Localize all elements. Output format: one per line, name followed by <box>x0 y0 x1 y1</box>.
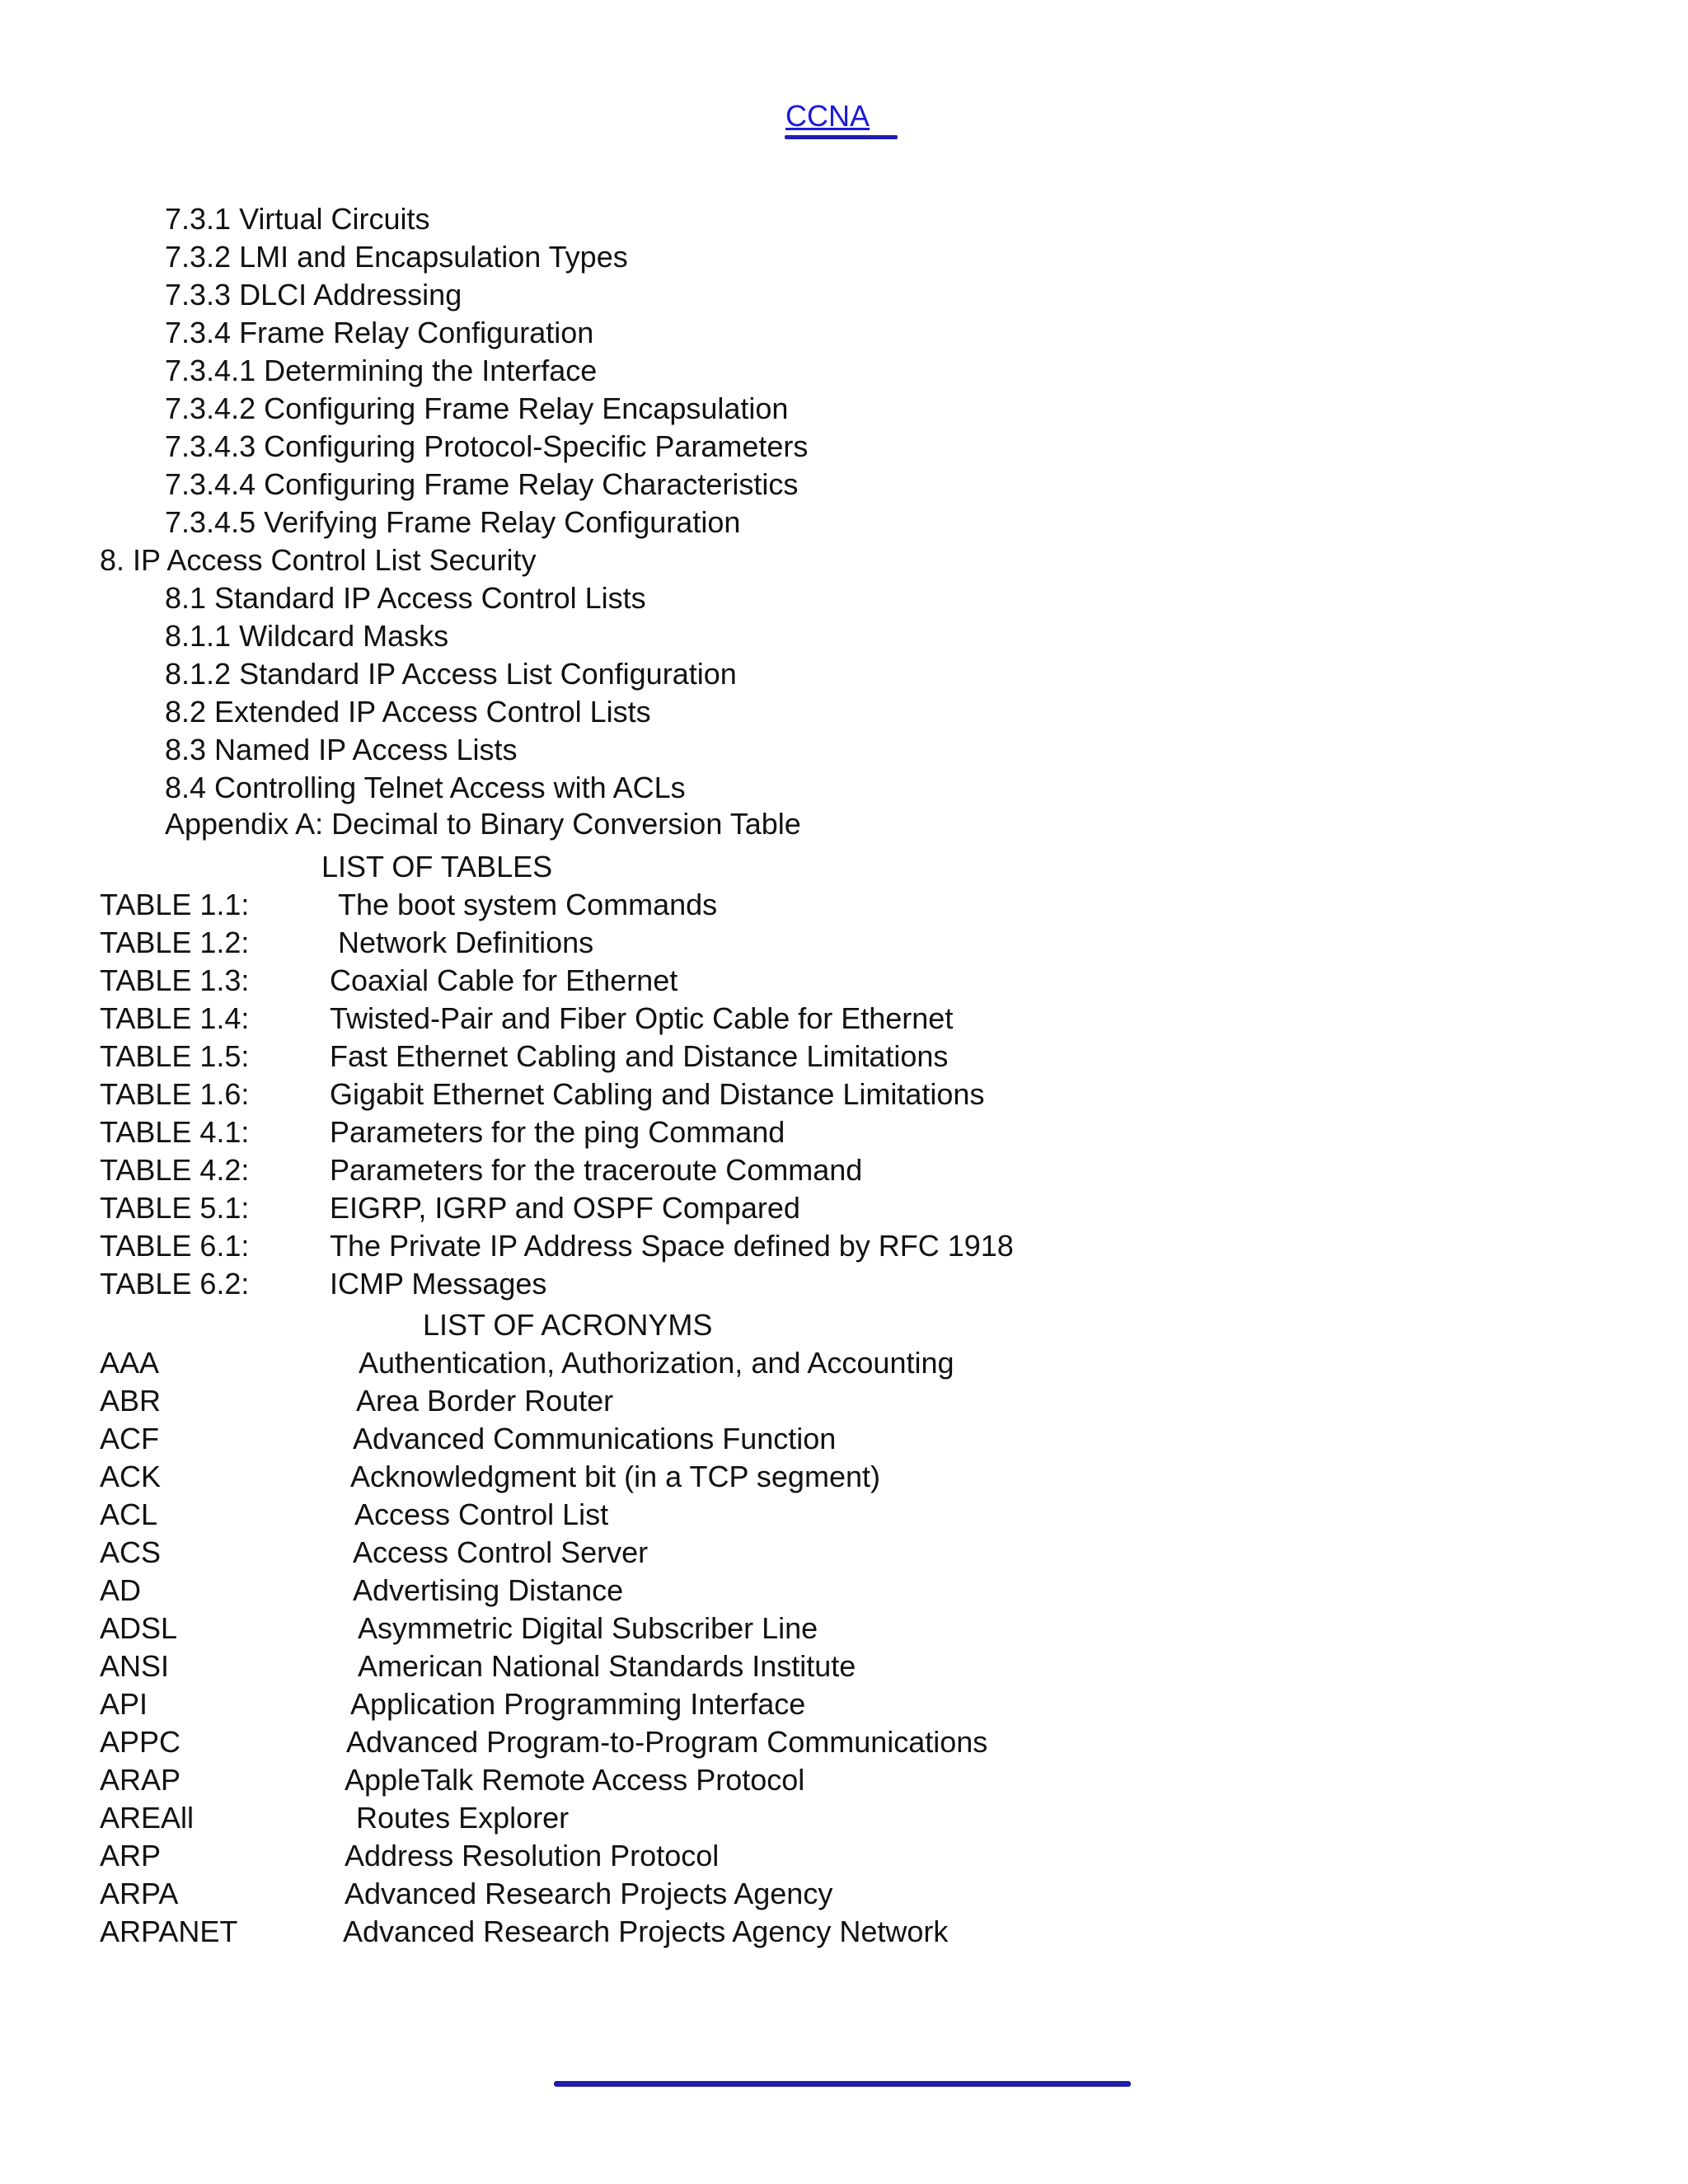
table-entry <box>0 1116 1688 1149</box>
table-label: TABLE 1.2: <box>100 926 250 959</box>
table-label: TABLE 1.5: <box>100 1039 250 1073</box>
table-title: Parameters for the traceroute Command <box>330 1153 863 1187</box>
acronym-entry <box>0 1764 1688 1797</box>
acronym-abbr: ANSI <box>100 1649 170 1683</box>
table-title: The boot system Commands <box>338 888 718 921</box>
footer-rule <box>554 2081 1131 2087</box>
toc-item: 7.3.4.2 Configuring Frame Relay Encapsulation <box>165 391 789 425</box>
ccna-header-link[interactable]: CCNA <box>785 99 870 133</box>
acronym-abbr: ARPANET <box>100 1915 238 1948</box>
toc-item: 7.3.1 Virtual Circuits <box>165 202 430 236</box>
toc-item: 7.3.4.3 Configuring Protocol-Specific Parameters <box>165 429 809 463</box>
table-title: EIGRP, IGRP and OSPF Compared <box>330 1191 800 1225</box>
toc-item: 7.3.4.5 Verifying Frame Relay Configuration <box>165 505 741 539</box>
acronym-abbr: ARAP <box>100 1763 181 1797</box>
toc-item: Appendix A: Decimal to Binary Conversion Table <box>165 807 801 841</box>
table-entry <box>0 1268 1688 1301</box>
acronym-entry <box>0 1802 1688 1835</box>
acronym-entry <box>0 1422 1688 1455</box>
table-title: Parameters for the ping Command <box>330 1115 785 1149</box>
table-title: Twisted-Pair and Fiber Optic Cable for Ethernet <box>330 1001 954 1035</box>
table-title: Coaxial Cable for Ethernet <box>330 963 678 997</box>
acronym-abbr: ACS <box>100 1535 162 1569</box>
acronym-entry <box>0 1574 1688 1607</box>
acronym-meaning: Advanced Research Projects Agency Network <box>343 1915 949 1948</box>
acronym-meaning: Advanced Program-to-Program Communications <box>346 1725 988 1759</box>
toc-item: 7.3.3 DLCI Addressing <box>165 278 462 312</box>
acronym-entry <box>0 1877 1688 1910</box>
toc-chapter: 8. IP Access Control List Security <box>100 543 537 577</box>
acronym-abbr: ACL <box>100 1497 158 1531</box>
acronym-entry <box>0 1536 1688 1569</box>
acronym-meaning: Access Control Server <box>353 1535 649 1569</box>
table-label: TABLE 4.1: <box>100 1115 250 1149</box>
table-label: TABLE 1.4: <box>100 1001 250 1035</box>
table-entry <box>0 1230 1688 1263</box>
table-entry <box>0 888 1688 921</box>
acronym-meaning: Asymmetric Digital Subscriber Line <box>358 1611 818 1645</box>
table-label: TABLE 1.3: <box>100 963 250 997</box>
table-entry <box>0 964 1688 997</box>
acronym-meaning: Advanced Research Projects Agency <box>345 1877 833 1910</box>
table-label: TABLE 1.1: <box>100 888 250 921</box>
acronym-meaning: Application Programming Interface <box>350 1687 806 1721</box>
table-title: ICMP Messages <box>330 1267 547 1301</box>
acronym-abbr: API <box>100 1687 148 1721</box>
toc-item: 7.3.2 LMI and Encapsulation Types <box>165 240 628 274</box>
acronym-entry <box>0 1347 1688 1380</box>
acronym-meaning: Routes Explorer <box>356 1801 570 1835</box>
acronym-entry <box>0 1688 1688 1721</box>
acronym-entry <box>0 1460 1688 1493</box>
table-label: TABLE 5.1: <box>100 1191 250 1225</box>
acronym-abbr: APPC <box>100 1725 181 1759</box>
table-label: TABLE 6.2: <box>100 1267 250 1301</box>
table-title: Network Definitions <box>338 926 594 959</box>
acronym-abbr: AREAll <box>100 1801 195 1835</box>
toc-item: 8.1 Standard IP Access Control Lists <box>165 581 646 615</box>
table-entry <box>0 1040 1688 1073</box>
table-label: TABLE 1.6: <box>100 1077 250 1111</box>
acronym-meaning: Authentication, Authorization, and Accounting <box>359 1346 954 1380</box>
acronym-meaning: AppleTalk Remote Access Protocol <box>345 1763 805 1797</box>
acronym-abbr: AAA <box>100 1346 160 1380</box>
table-label: TABLE 6.1: <box>100 1229 250 1263</box>
acronym-entry <box>0 1915 1688 1948</box>
toc-item: 7.3.4.4 Configuring Frame Relay Characteristics <box>165 467 799 501</box>
toc-item: 8.4 Controlling Telnet Access with ACLs <box>165 771 686 804</box>
toc-item: 7.3.4.1 Determining the Interface <box>165 354 598 387</box>
toc-item: 8.1.2 Standard IP Access List Configuration <box>165 657 737 691</box>
acronym-entry <box>0 1840 1688 1872</box>
toc-item: 8.3 Named IP Access Lists <box>165 733 518 766</box>
acronym-entry <box>0 1726 1688 1759</box>
list-of-acronyms-heading: LIST OF ACRONYMS <box>423 1308 713 1342</box>
table-title: Gigabit Ethernet Cabling and Distance Limitations <box>330 1077 985 1111</box>
acronym-meaning: Advertising Distance <box>353 1573 624 1607</box>
table-entry <box>0 1002 1688 1035</box>
acronym-entry <box>0 1385 1688 1418</box>
table-entry <box>0 1078 1688 1111</box>
acronym-meaning: Area Border Router <box>356 1384 614 1418</box>
acronym-abbr: ADSL <box>100 1611 178 1645</box>
acronym-meaning: American National Standards Institute <box>358 1649 856 1683</box>
acronym-abbr: ACK <box>100 1460 162 1493</box>
acronym-meaning: Advanced Communications Function <box>353 1422 837 1455</box>
acronym-meaning: Acknowledgment bit (in a TCP segment) <box>350 1460 880 1493</box>
acronym-entry <box>0 1498 1688 1531</box>
table-entry <box>0 1192 1688 1225</box>
table-entry <box>0 1154 1688 1187</box>
acronym-abbr: ARPA <box>100 1877 179 1910</box>
header-underline <box>785 135 898 139</box>
table-entry <box>0 926 1688 959</box>
acronym-entry <box>0 1650 1688 1683</box>
toc-item: 8.1.1 Wildcard Masks <box>165 619 449 653</box>
acronym-abbr: AD <box>100 1573 142 1607</box>
acronym-abbr: ACF <box>100 1422 159 1455</box>
table-label: TABLE 4.2: <box>100 1153 250 1187</box>
acronym-abbr: ABR <box>100 1384 162 1418</box>
acronym-meaning: Address Resolution Protocol <box>345 1839 720 1872</box>
table-title: The Private IP Address Space defined by RFC 1918 <box>330 1229 1014 1263</box>
toc-item: 7.3.4 Frame Relay Configuration <box>165 316 594 349</box>
toc-item: 8.2 Extended IP Access Control Lists <box>165 695 651 729</box>
acronym-abbr: ARP <box>100 1839 162 1872</box>
acronym-entry <box>0 1612 1688 1645</box>
table-title: Fast Ethernet Cabling and Distance Limitations <box>330 1039 949 1073</box>
list-of-tables-heading: LIST OF TABLES <box>321 850 553 883</box>
acronym-meaning: Access Control List <box>354 1497 609 1531</box>
